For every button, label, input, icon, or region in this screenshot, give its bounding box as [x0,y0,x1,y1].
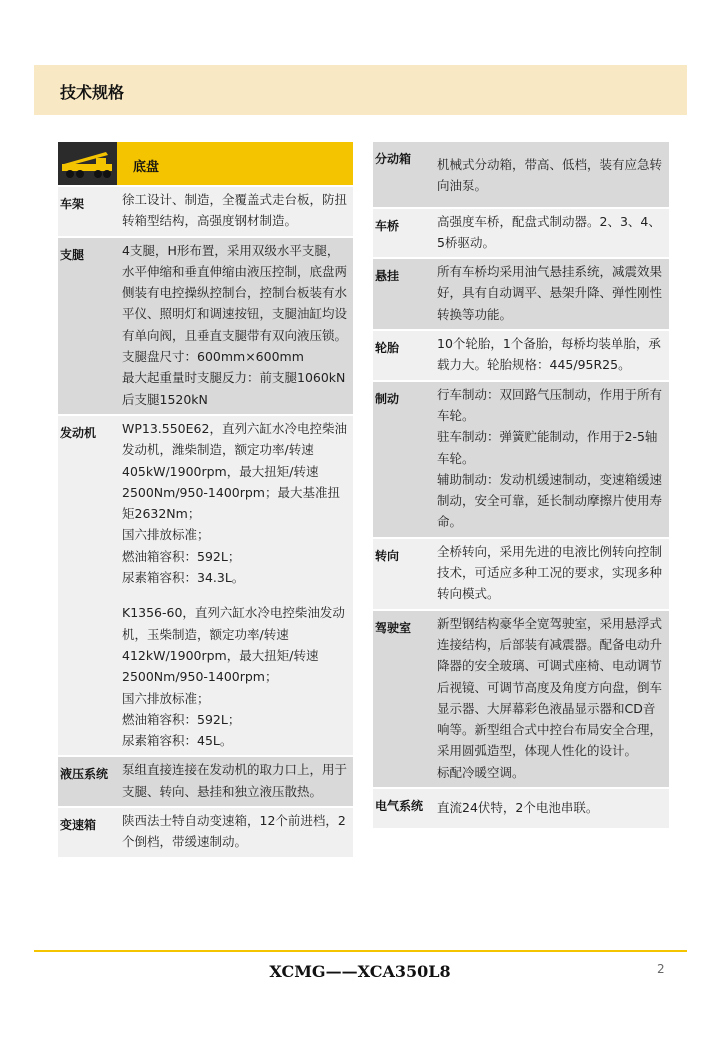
spec-text: 徐工设计、制造，全覆盖式走台板，防扭转箱型结构，高强度钢材制造。 [122,192,348,229]
spec-text: 新型钢结构豪华全宽驾驶室，采用悬浮式连接结构，后部装有减震器。配备电动升降器的安全玻璃、可调式座椅、电动调节后视镜、可调节高度及角度方向盘，倒车显示器、大屏幕彩色液晶显示器和CD音响等。新型组合式中控台布局安全合理，采用圆弧造型，体现人性化的设计。 [437,615,663,759]
spec-row-axle [373,209,669,258]
spec-text: 高强度车桥，配盘式制动器。2、3、4、5桥驱动。 [437,213,661,250]
spec-row-transfer [373,142,669,207]
truck-crane-icon [58,142,117,185]
spec-row-suspension [373,259,669,329]
spec-row-gearbox [58,808,353,857]
spec-value [434,611,669,787]
spec-row-engine [58,416,353,755]
spec-text: 泵组直接连接在发动机的取力口上，用于支腿、转向、悬挂和独立液压散热。 [122,762,348,799]
spec-value [434,259,669,329]
spec-text: WP13.550E62，直列六缸水冷电控柴油发动机，潍柴制造，额定功率/转速405kW/1900rpm，最大扭矩/转速2500Nm/950-1400rpm；最大基准扭矩2632Nm； [122,420,347,522]
spec-text: 支腿盘尺寸：600mm×600mm [122,349,304,365]
chassis-header [58,142,353,185]
spec-value [434,789,669,828]
spec-value [119,238,353,414]
spec-label: 发动机 [58,416,119,755]
spec-row-outrigger [58,238,353,414]
footer-divider [34,950,687,952]
spec-text: 驻车制动：弹簧贮能制动，作用于2-5轴车轮。 [437,429,658,466]
section-header [34,65,687,115]
spec-label: 分动箱 [373,142,434,207]
spec-label: 支腿 [58,238,119,414]
spec-label: 车桥 [373,209,434,258]
spec-label: 变速箱 [58,808,119,857]
spec-value [119,416,353,755]
spec-value [119,757,353,806]
spec-row-brake [373,382,669,537]
spec-text: 所有车桥均采用油气悬挂系统，减震效果好，具有自动调平、悬架升降、弹性刚性转换等功能。 [437,264,663,322]
chassis-title: 底盘 [117,142,353,185]
spec-text: 10个轮胎，1个备胎，每桥均装单胎，承载力大。轮胎规格：445/95R25。 [437,336,661,373]
spec-row-frame [58,187,353,236]
spec-text: 尿素箱容积：34.3L。 [122,570,245,586]
spec-label: 车架 [58,187,119,236]
spec-text: 尿素箱容积：45L。 [122,733,233,749]
spec-label: 悬挂 [373,259,434,329]
spec-label: 电气系统 [373,789,434,828]
spec-label: 液压系统 [58,757,119,806]
section-title: 技术规格 [60,83,125,102]
right-spec-column [373,142,669,830]
spec-text: 燃油箱容积：592L； [122,548,241,564]
spec-text: 行车制动：双回路气压制动，作用于所有车轮。 [437,386,663,423]
spec-value [434,539,669,609]
spec-label: 驾驶室 [373,611,434,787]
spec-text: 标配冷暖空调。 [437,764,525,780]
footer-model-name: XCMG——XCA350L8 [269,962,451,981]
spec-value [119,187,353,236]
spec-text: 国六排放标准； [122,690,210,706]
spec-text: 辅助制动：发动机缓速制动，变速箱缓速制动，安全可靠，延长制动摩擦片使用寿命。 [437,471,663,530]
spec-row-steering [373,539,669,609]
spec-value [434,331,669,380]
spec-value [434,209,669,258]
spec-label: 轮胎 [373,331,434,380]
spec-text: 全桥转向，采用先进的电液比例转向控制技术，可适应多种工况的要求，实现多种转向模式。 [437,543,663,602]
spec-label: 转向 [373,539,434,609]
spec-row-hydraulic [58,757,353,806]
spec-label: 制动 [373,382,434,537]
spec-value [434,382,669,537]
spec-text: 国六排放标准； [122,527,210,543]
left-spec-column [58,142,353,859]
spec-value [119,808,353,857]
spec-text: 直流24伏特，2个电池串联。 [437,800,599,816]
spec-text: 最大起重量时支腿反力：前支腿1060kN后支腿1520kN [122,370,346,407]
spec-text: 机械式分动箱，带高、低档，装有应急转向油泵。 [437,157,663,194]
page-number: 2 [657,962,665,976]
spec-row-electric [373,789,669,828]
spec-text: K1356-60，直列六缸水冷电控柴油发动机，玉柴制造，额定功率/转速412kW/1900rpm，最大扭矩/转速2500Nm/950-1400rpm； [122,605,345,685]
spec-row-tyre [373,331,669,380]
spec-text: 4支腿，H形布置，采用双级水平支腿，水平伸缩和垂直伸缩由液压控制，底盘两侧装有电控操纵控制台，控制台板装有水平仪、照明灯和调速按钮，支腿油缸均设有单向阀，且垂直支腿带有双向液压锁。 [122,242,348,343]
spec-row-cab [373,611,669,787]
spec-text: 陕西法士特自动变速箱，12个前进档，2个倒档，带缓速制动。 [122,813,346,850]
spec-value [434,142,669,207]
spec-text: 燃油箱容积：592L； [122,711,241,727]
